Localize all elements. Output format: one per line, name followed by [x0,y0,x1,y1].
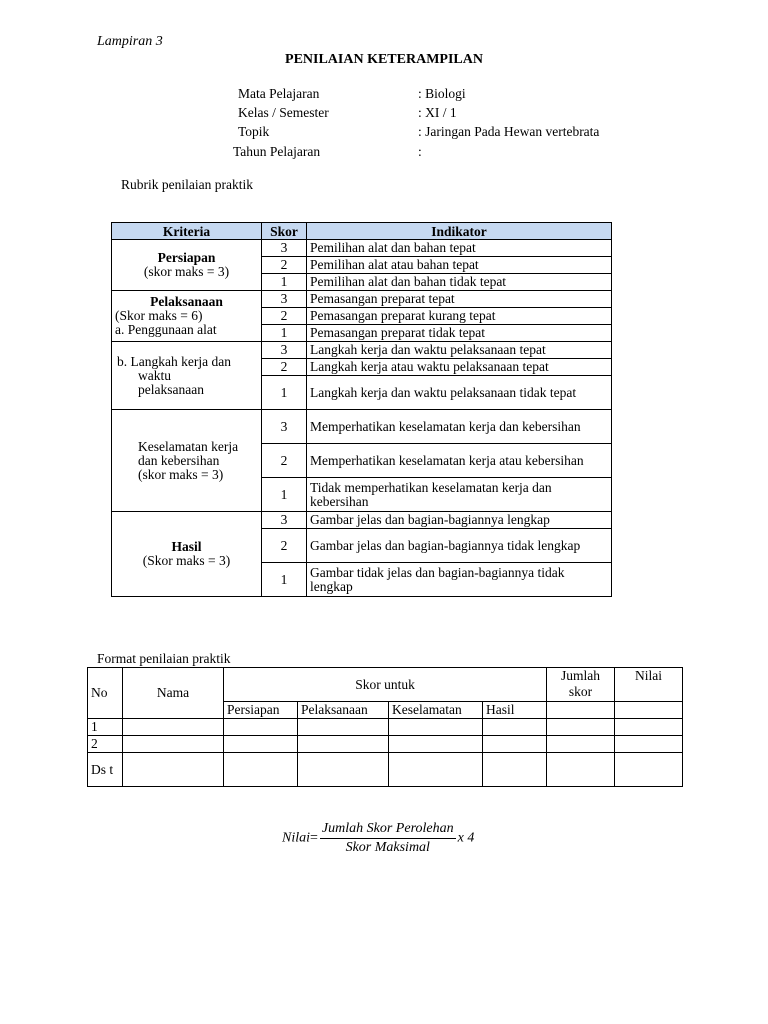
format-header-nilai: Nilai [615,668,683,702]
kriteria-persiapan-sub: (skor maks = 3) [143,264,230,279]
format-header-nama: Nama [123,668,224,719]
rubric-skor-4: 3 [262,291,307,308]
rubric-skor-9: 1 [262,376,307,410]
rubric-skor-13: 3 [262,512,307,529]
rubric-skor-7: 3 [262,342,307,359]
format-cell [298,736,389,753]
kriteria-langkah [112,342,262,410]
format-cell [224,736,298,753]
meta-label-mapel: Mata Pelajaran [238,86,320,101]
page-title: PENILAIAN KETERAMPILAN [285,52,483,67]
rubric-indikator-15: Gambar tidak jelas dan bagian-bagiannya tidak lengkap [307,563,612,597]
rubric-header-skor: Skor [262,223,307,240]
format-cell [224,753,298,787]
meta-label-kelas: Kelas / Semester [238,105,329,120]
kriteria-persiapan-title: Persiapan [157,250,216,265]
format-cell [547,753,615,787]
format-row-no: 2 [88,736,123,753]
kriteria-pelaksanaan-sub: (Skor maks = 6) [115,308,203,323]
rubric-indikator-6: Pemasangan preparat tidak tepat [307,325,612,342]
formula-numerator: Jumlah Skor Perolehan [320,821,456,839]
meta-value-mapel: : Biologi [418,86,466,101]
rubric-indikator-10: Memperhatikan keselamatan kerja dan kebersihan [307,410,612,444]
formula-equals: = [310,830,318,846]
format-caption: Format penilaian praktik [97,651,231,666]
format-cell [389,736,483,753]
meta-label-tahun: Tahun Pelajaran [233,144,321,159]
kriteria-langkah-l1: b. Langkah kerja dan [117,353,231,369]
kriteria-pelaksanaan-title: Pelaksanaan [150,294,223,309]
format-cell [615,753,683,787]
rubric-indikator-5: Pemasangan preparat kurang tepat [307,308,612,325]
format-cell [123,719,224,736]
rubric-skor-15: 1 [262,563,307,597]
format-cell [123,753,224,787]
rubric-skor-8: 2 [262,359,307,376]
rubric-indikator-14: Gambar jelas dan bagian-bagiannya tidak lengkap [307,529,612,563]
rubric-skor-5: 2 [262,308,307,325]
rubric-header-kriteria: Kriteria [112,223,262,240]
format-header-no: No [88,668,123,719]
format-header-keselamatan: Keselamatan [389,702,483,719]
lampiran-label: Lampiran 3 [97,34,163,49]
format-table [87,667,683,787]
meta-value-topik: : Jaringan Pada Hewan vertebrata [418,124,600,139]
formula-multiplier: x 4 [457,830,475,846]
rubric-skor-6: 1 [262,325,307,342]
format-header-jumlah-skor: Jumlah skor [547,668,615,702]
kriteria-hasil-title: Hasil [171,539,202,554]
format-cell [389,719,483,736]
format-cell [615,736,683,753]
rubric-skor-10: 3 [262,410,307,444]
kriteria-hasil [112,512,262,597]
rubric-indikator-7: Langkah kerja dan waktu pelaksanaan tepat [307,342,612,359]
kriteria-persiapan [112,240,262,291]
formula-lhs: Nilai [282,830,311,846]
kriteria-keselamatan-l3: (skor maks = 3) [138,466,224,482]
format-cell [547,719,615,736]
rubric-indikator-12: Tidak memperhatikan keselamatan kerja dan kebersihan [307,478,612,512]
kriteria-langkah-l2: waktu [138,367,171,383]
rubric-skor-2: 2 [262,257,307,274]
formula-denominator: Skor Maksimal [345,840,430,855]
format-row-no: Ds t [88,753,123,787]
format-cell [224,719,298,736]
nilai-formula [282,821,474,856]
kriteria-keselamatan-l1: Keselamatan kerja [138,438,239,454]
format-row-no: 1 [88,719,123,736]
format-empty-cell [615,702,683,719]
rubric-indikator-4: Pemasangan preparat tepat [307,291,612,308]
format-cell [483,753,547,787]
format-cell [298,719,389,736]
rubric-indikator-13: Gambar jelas dan bagian-bagiannya lengkap [307,512,612,529]
kriteria-pelaksanaan-item-a: a. Penggunaan alat [115,322,217,337]
rubric-indikator-1: Pemilihan alat dan bahan tepat [307,240,612,257]
kriteria-hasil-sub: (Skor maks = 3) [142,553,231,568]
rubric-skor-11: 2 [262,444,307,478]
meta-value-kelas: : XI / 1 [418,105,457,120]
rubric-indikator-9: Langkah kerja dan waktu pelaksanaan tidak tepat [307,376,612,410]
kriteria-pelaksanaan [112,291,262,342]
format-cell [615,719,683,736]
rubric-indikator-8: Langkah kerja atau waktu pelaksanaan tepat [307,359,612,376]
meta-value-tahun: : [418,144,422,159]
format-cell [547,736,615,753]
format-empty-cell [547,702,615,719]
rubric-skor-3: 1 [262,274,307,291]
rubric-indikator-3: Pemilihan alat dan bahan tidak tepat [307,274,612,291]
format-cell [123,736,224,753]
format-header-pelaksanaan: Pelaksanaan [298,702,389,719]
rubric-skor-1: 3 [262,240,307,257]
format-header-persiapan: Persiapan [224,702,298,719]
rubric-caption: Rubrik penilaian praktik [121,177,253,192]
rubric-table [111,222,612,597]
rubric-indikator-2: Pemilihan alat atau bahan tepat [307,257,612,274]
format-cell [389,753,483,787]
kriteria-langkah-l3: pelaksanaan [138,381,204,397]
rubric-skor-12: 1 [262,478,307,512]
kriteria-keselamatan-l2: dan kebersihan [138,452,220,468]
format-cell [483,736,547,753]
format-cell [298,753,389,787]
rubric-indikator-11: Memperhatikan keselamatan kerja atau kebersihan [307,444,612,478]
rubric-header-indikator: Indikator [307,223,612,240]
formula-fraction [320,821,456,856]
format-header-hasil: Hasil [483,702,547,719]
kriteria-keselamatan [112,410,262,512]
meta-label-topik: Topik [238,124,270,139]
format-cell [483,719,547,736]
format-header-skor-untuk: Skor untuk [224,668,547,702]
rubric-skor-14: 2 [262,529,307,563]
